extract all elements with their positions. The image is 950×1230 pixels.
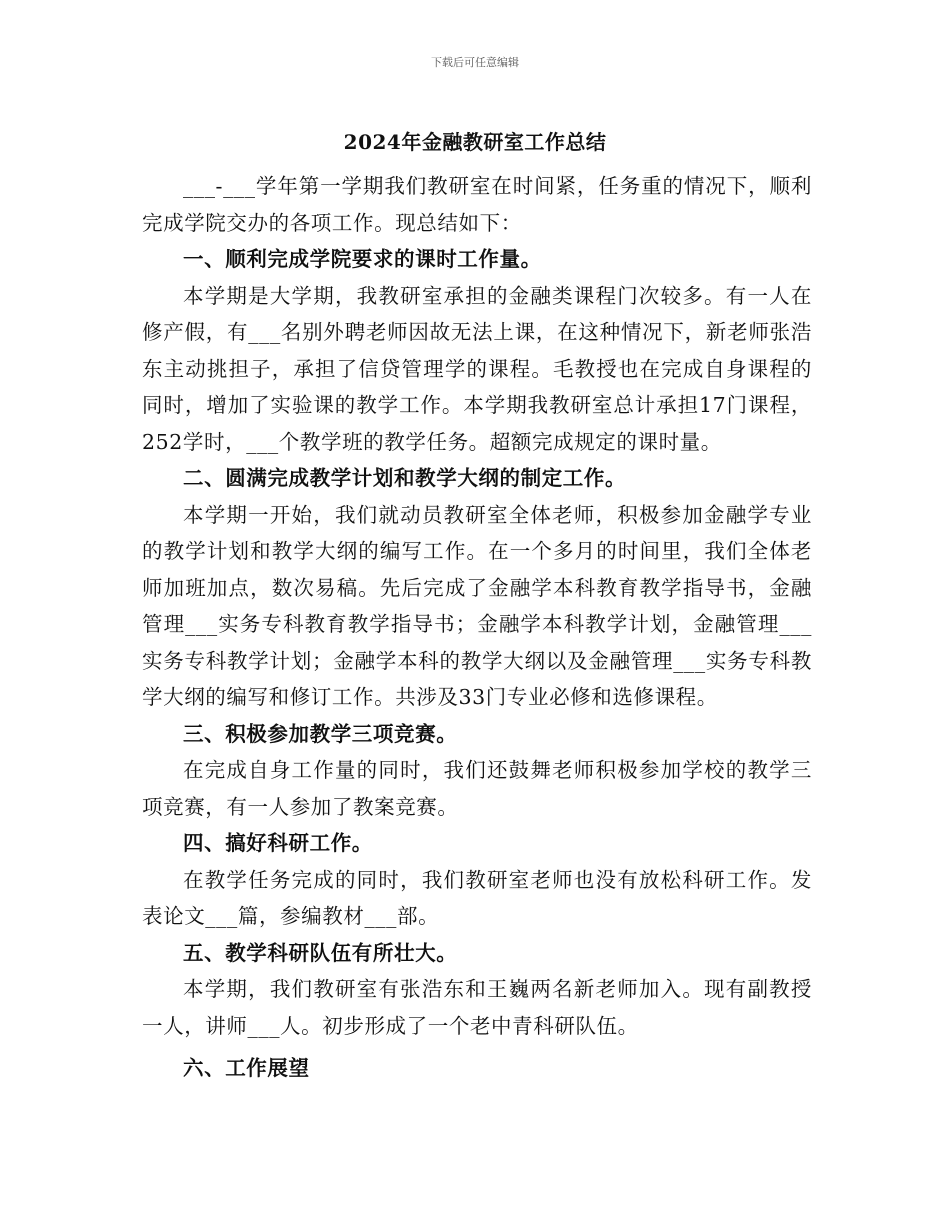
document-body: [142, 168, 812, 1087]
section-heading-2: 二、圆满完成教学计划和教学大纲的制定工作。: [183, 466, 627, 490]
section-heading-3: 三、积极参加教学三项竞赛。: [183, 721, 458, 746]
document-title: 2024年金融教研室工作总结: [343, 130, 607, 154]
section-body-2: 本学期一开始，我们就动员教研室全体老师，积极参加金融学专业的教学计划和教学大纲的编写工作。在一个多月的时间里，我们全体老师加班加点，数次易稿。先后完成了金融学本科教育教学指导书，金融管理___实务专科教育教学指导书；金融学本科教学计划，金融管理___实务专科教学计划；金融学本科的教学大纲以及金融管理___实务专科教学大纲的编写和修订工作。共涉及33门专业必修和选修课程。: [142, 502, 812, 709]
section-body-1: 本学期是大学期，我教研室承担的金融类课程门次较多。有一人在修产假，有___名别外聘老师因故无法上课，在这种情况下，新老师张浩东主动挑担子，承担了信贷管理学的课程。毛教授也在完成自身课程的同时，增加了实验课的教学工作。本学期我教研室总计承担17门课程，252学时，___个教学班的教学任务。超额完成规定的课时量。: [142, 283, 812, 454]
section-body-5: 本学期，我们教研室有张浩东和王巍两名新老师加入。现有副教授一人，讲师___人。初步形成了一个老中青科研队伍。: [142, 977, 812, 1038]
section-heading-5: 五、教学科研队伍有所壮大。: [183, 940, 458, 965]
section-heading-1: 一、顺利完成学院要求的课时工作量。: [183, 247, 542, 271]
section-body-4: 在教学任务完成的同时，我们教研室老师也没有放松科研工作。发表论文___篇，参编教材___部。: [142, 867, 812, 928]
header-note: 下载后可任意编辑: [431, 56, 519, 69]
section-heading-4: 四、搞好科研工作。: [183, 831, 373, 855]
section-body-3: 在完成自身工作量的同时，我们还鼓舞老师积极参加学校的教学三项竞赛，有一人参加了教案竞赛。: [142, 758, 812, 819]
section-heading-6: 六、工作展望: [183, 1056, 310, 1080]
intro-paragraph: ___-___学年第一学期我们教研室在时间紧，任务重的情况下，顺利完成学院交办的各项工作。现总结如下：: [142, 174, 812, 235]
